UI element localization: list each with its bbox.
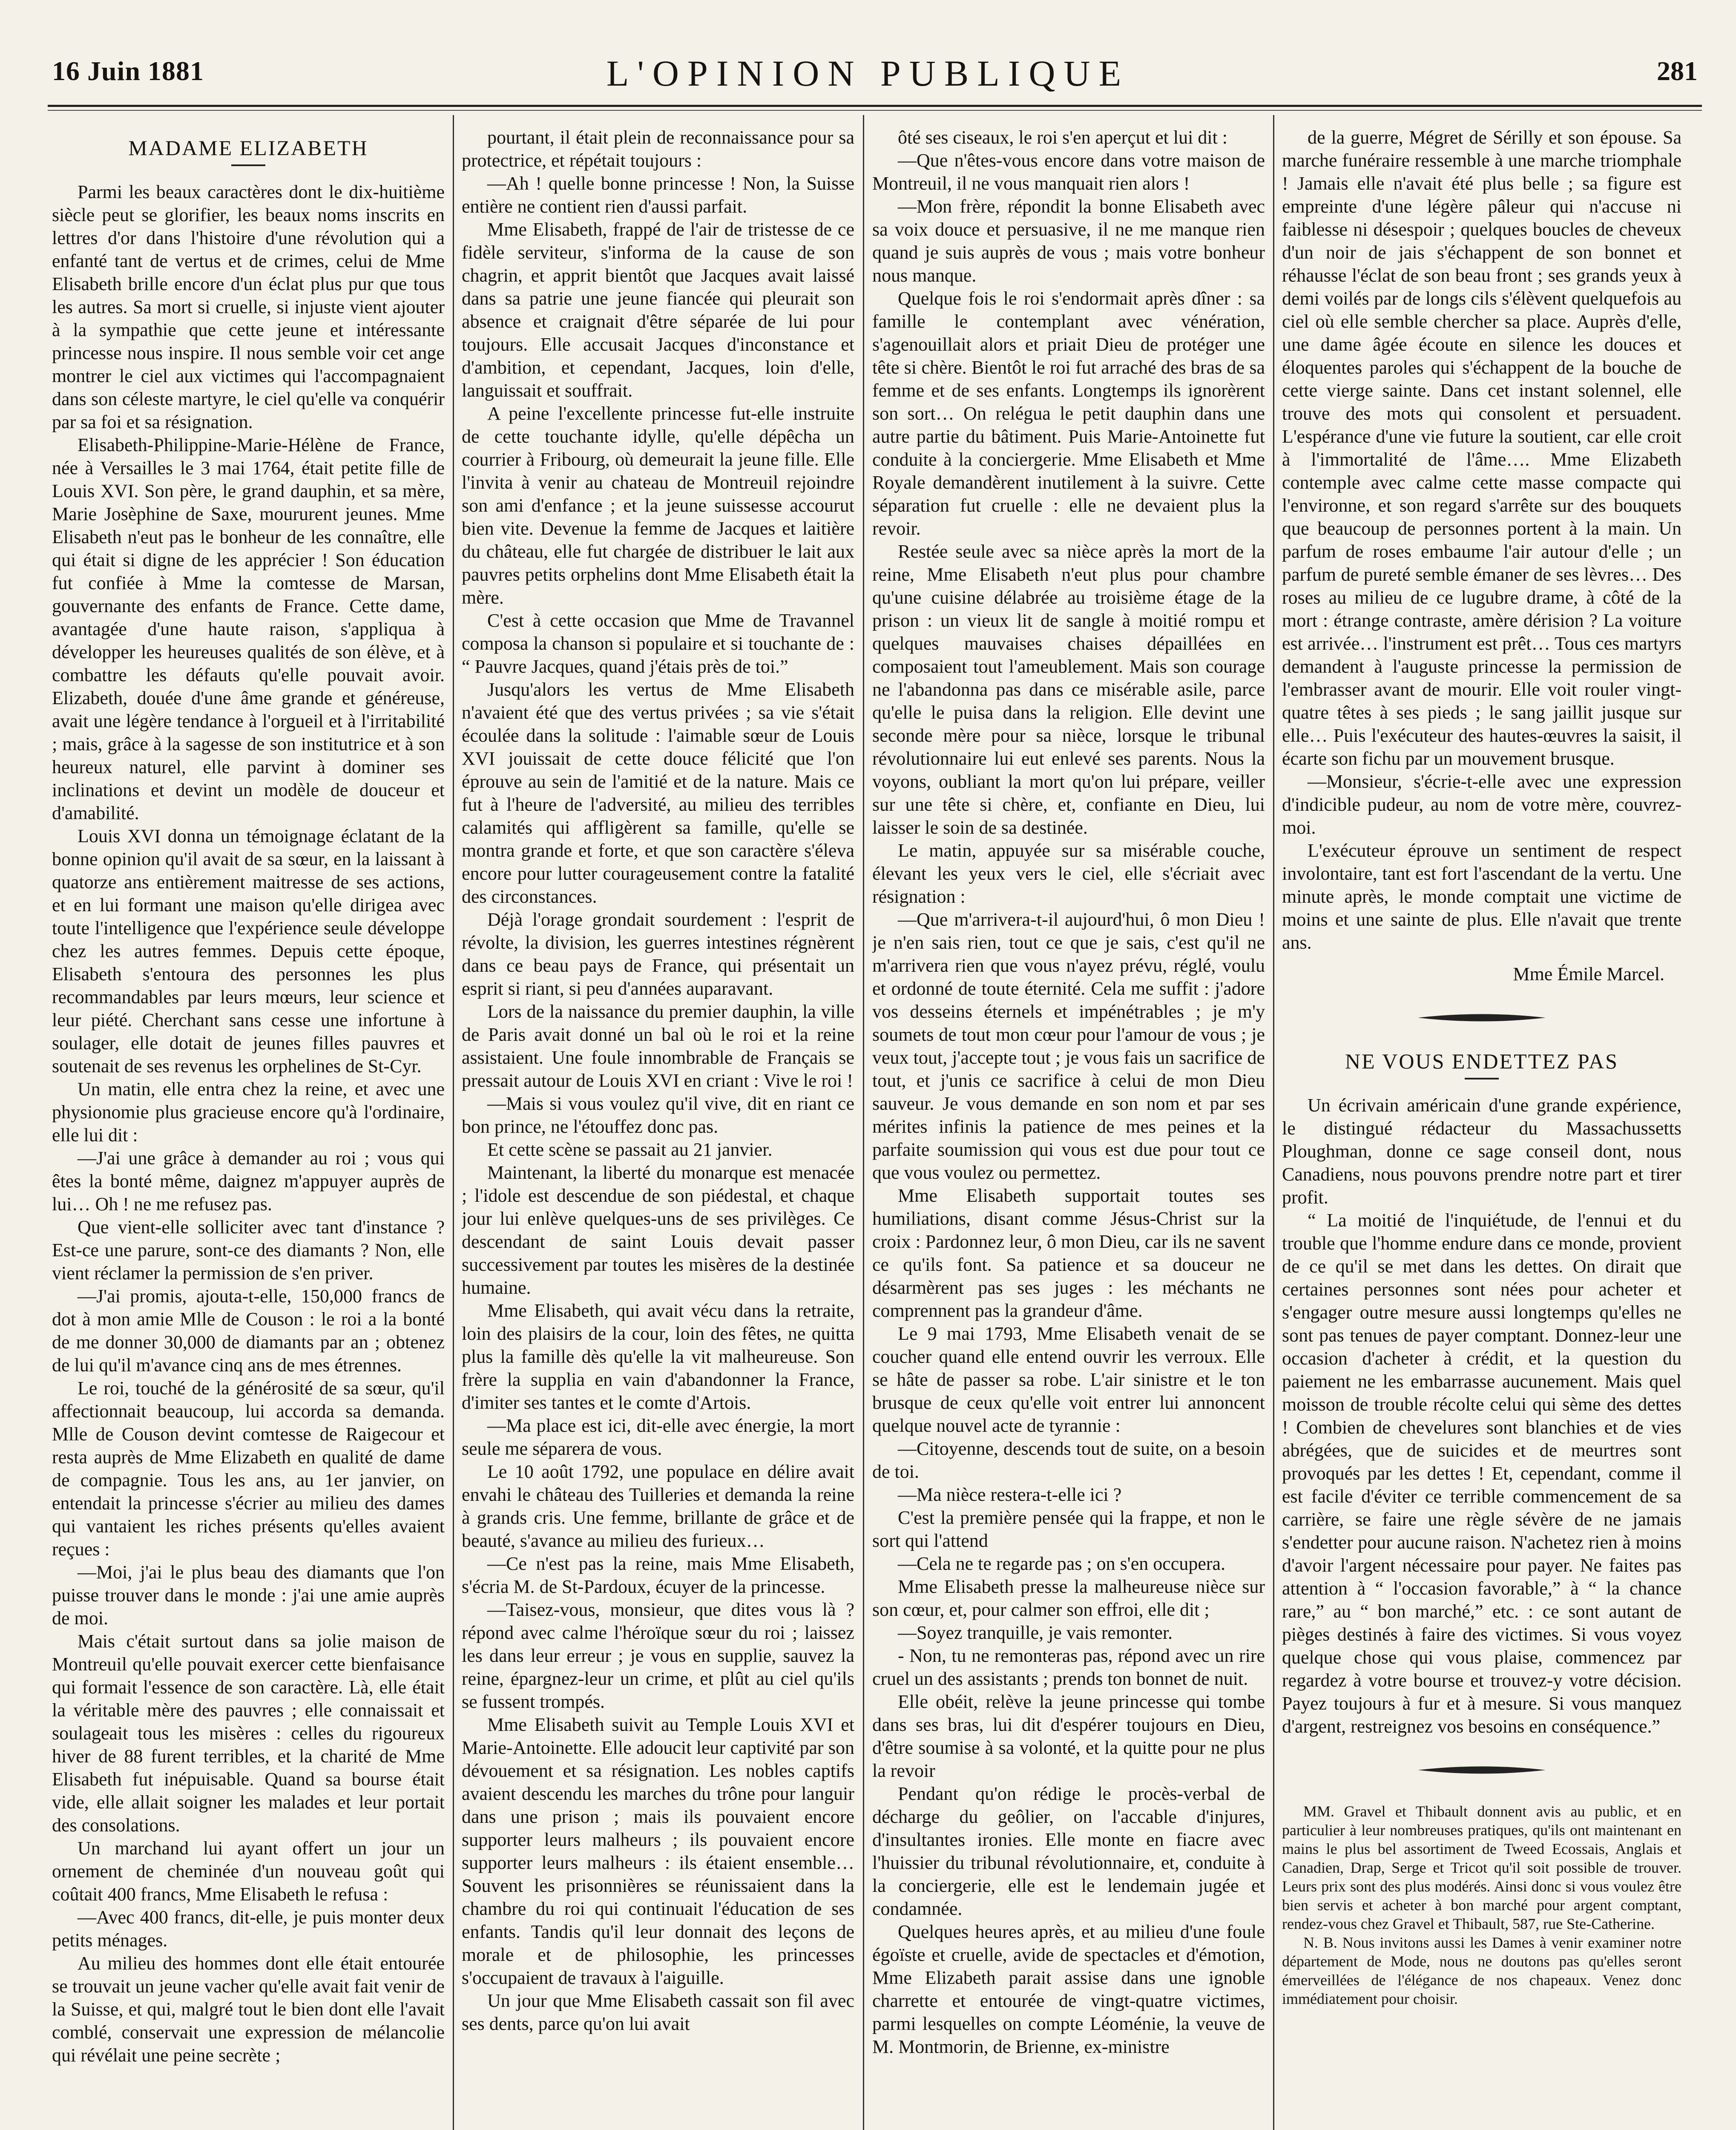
paragraph: - Non, tu ne remonteras pas, répond avec un rire cruel un des assistants ; prends ton bonnet de nuit. (872, 1645, 1265, 1689)
advertisement-notice (1282, 1802, 1681, 2008)
paragraph: Le matin, appuyée sur sa misérable couche, élevant les yeux vers le ciel, elle s'écriait avec résignation : (872, 840, 1265, 907)
column-2 (462, 126, 854, 2130)
paragraph: —Ma place est ici, dit-elle avec énergie, la mort seule me séparera de vous. (462, 1415, 854, 1459)
paragraph: —Taisez-vous, monsieur, que dites vous là ? répond avec calme l'héroïque sœur du roi ; laissez les dans leur erreur ; je vous en supplie, sauvez la reine, épargnez-leur un crime, et plût au ciel qu'ils se fussent trompés. (462, 1599, 854, 1712)
ornament-divider (1418, 1764, 1546, 1776)
paragraph: “ La moitié de l'inquiétude, de l'ennui et du trouble que l'homme endure dans ce monde, provient de ce qu'il se met dans les dettes. On dirait que certaines personnes sont nées pour acheter et s'engager outre mesure aussi longtemps qu'elles ne sont pas tenues de payer comptant. Donnez-leur une occasion d'acheter à crédit, et la question du paiement ne les embarrasse aucunement. Mais quel moisson de trouble récolte celui qui sème des dettes ! Combien de chevelures sont blanchies et de vies abrégées, que de suicides et de meurtres sont provoqués par les dettes ! Et, cependant, comme il est facile d'éviter ce terrible commencement de sa carrière, se faire une règle sévère de ne jamais s'endetter pour aucune raison. N'achetez rien à moins d'avoir l'argent nécessaire pour payer. Ne faites pas attention à “ l'occasion favorable,” à “ la chance rare,” au “ bon marché,” etc. : ce sont autant de pièges destinés à faire des victimes. Si vous voyez quelque chose qui vous plaise, commencez par regardez à votre bourse et trouvez-y votre décision. Payez toujours à fur et à mesure. Si vous manquez d'argent, restreignez vos besoins en conséquence.” (1282, 1210, 1681, 1737)
paragraph: —Ma nièce restera-t-elle ici ? (898, 1484, 1122, 1505)
paragraph: Un écrivain américain d'une grande expérience, le distingué rédacteur du Massachussetts Ploughman, donne ce sage conseil dont, nous Canadiens, nous pouvons prendre notre part et tirer profit. (1282, 1095, 1681, 1208)
paragraph: Parmi les beaux caractères dont le dix-huitième siècle peut se glorifier, les beaux noms inscrits en lettres d'or dans l'histoire d'une révolution qui a enfanté tant de vertus et de crimes, celui de Mme Elisabeth brille encore d'un éclat plus pur que tous les autres. Sa mort si cruelle, si injuste vient ajouter à la sympathie que cette jeune et intéressante princesse nous inspire. Il nous semble voir cet ange montrer le ciel aux victimes qui l'accompagnaient dans son céleste martyre, le ciel qu'elle va conquérir par sa foi et sa résignation. (52, 181, 445, 432)
paragraph: Mme Elisabeth, frappé de l'air de tristesse de ce fidèle serviteur, s'informa de la cause de son chagrin, et apprit bientôt que Jacques avait laissé dans sa patrie une jeune fiancée qui pleurait son absence et craignait d'être séparée de lui pour toujours. Elle accusait Jacques d'inconstance et d'ambition, et cependant, Jacques, loin d'elle, languissait et souffrait. (462, 219, 854, 401)
paragraph: Mme Elisabeth, qui avait vécu dans la retraite, loin des plaisirs de la cour, loin des fêtes, ne quitta plus la famille dès qu'elle la vit malheureuse. Son frère la supplia en vain d'abandonner la France, d'imiter ses tantes et le comte d'Artois. (462, 1300, 854, 1413)
paragraph: Le 9 mai 1793, Mme Elisabeth venait de se coucher quand elle entend ouvrir les verroux. Elle se hâte de passer sa robe. L'air sinistre et le ton brusque de ceux qu'elle voit entrer lui annoncent quelque nouvel acte de tyrannie : (872, 1323, 1265, 1436)
paragraph: Quelque fois le roi s'endormait après dîner : sa famille le contemplant avec vénération, s'agenouillait alors et priait Dieu de protéger une tête si chère. Bientôt le roi fut arraché des bras de sa femme et de ses enfants. Longtemps ils ignorèrent son sort… On relégua le petit dauphin dans une autre partie du bâtiment. Puis Marie-Antoinette fut conduite à la conciergerie. Mme Elisabeth et Mme Royale demandèrent inutilement à la suivre. Cette séparation fut cruelle : elle ne devaient plus la revoir. (872, 288, 1265, 539)
paragraph: ôté ses ciseaux, le roi s'en aperçut et lui dit : (898, 127, 1228, 148)
article-2-text (1282, 1094, 1681, 1738)
paragraph: Un jour que Mme Elisabeth cassait son fil avec ses dents, parce qu'on lui avait (462, 1990, 854, 2034)
paragraph: C'est à cette occasion que Mme de Travannel composa la chanson si populaire et si touchante de : “ Pauvre Jacques, quand j'étais près de toi.” (462, 610, 854, 677)
paragraph: —Que m'arrivera-t-il aujourd'hui, ô mon Dieu ! je n'en sais rien, tout ce que je sais, c'est qu'il ne m'arrivera rien que vous n'ayez prévu, réglé, voulu et ordonné de toute éternité. Cela me suffit : j'adore vos desseins éternels et impénétrables ; je m'y soumets de tout mon cœur pour l'amour de vous ; je veux tout, j'accepte tout ; je vous fais un sacrifice de tout, et j'unis ce sacrifice à celui de mon Dieu sauveur. Je vous demande en son nom et par ses mérites infinis la patience de mes peines et la parfaite soumission qui vous est due pour tout ce que vous voulez ou permettez. (872, 909, 1265, 1183)
paragraph: C'est la première pensée qui la frappe, et non le sort qui l'attend (872, 1507, 1265, 1551)
paragraph: Mme Elisabeth suivit au Temple Louis XVI et Marie-Antoinette. Elle adoucit leur captivité par son dévouement et sa résignation. Les nobles captifs avaient descendu les marches du trône pour languir dans une prison ; mais ils pouvaient encore supporter leurs malheurs ; ils pouvaient encore supporter leurs malheurs : ils étaient ensemble… Souvent les prisonnières se réunissaient dans la chambre du roi qui continuait l'éducation de ses enfants. Tandis qu'il leur donnait des leçons de morale et de philosophie, les princesses s'occupaient de travaux à l'aiguille. (462, 1714, 854, 1988)
issue-date: 16 Juin 1881 (52, 56, 204, 86)
paragraph: pourtant, il était plein de reconnaissance pour sa protectrice, et répétait toujours : (462, 127, 854, 171)
paragraph: —Citoyenne, descends tout de suite, on a besoin de toi. (872, 1438, 1265, 1482)
paragraph: —Ah ! quelle bonne princesse ! Non, la Suisse entière ne contient rien d'aussi parfait. (462, 173, 854, 217)
column-divider (453, 115, 454, 2130)
notice-paragraph: MM. Gravel et Thibault donnent avis au public, et en particulier à leur nombreuses pratiques, qu'ils ont maintenant en mains le plus bel assortiment de Tweed Ecossais, Anglais et Canadien, Drap, Serge et Tricot qu'il soit possible de trouver. Leurs prix sont des plus modérés. Ainsi donc si vous voulez être bien servis et acheter à bon marché pour argent comptant, rendez-vous chez Gravel et Thibault, 587, rue Ste-Catherine. (1282, 1803, 1681, 1932)
paragraph: Louis XVI donna un témoignage éclatant de la bonne opinion qu'il avait de sa sœur, en la laissant à quatorze ans entièrement maitresse de ses actions, et en lui formant une maison qu'elle dirigea avec toute l'intelligence que l'expérience seule développe chez les autres femmes. Depuis cette époque, Elisabeth s'entoura des personnes les plus recommandables par leurs mœurs, leur science et leur piété. Cherchant sans cesse une infortune à soulager, elle dotait de jeunes filles pauvres et soutenait de ses revenus les orphelines de St-Cyr. (52, 826, 445, 1077)
paragraph: Elle obéit, relève la jeune princesse qui tombe dans ses bras, lui dit d'espérer toujours en Dieu, d'être soumise à sa volonté, et la quitte pour ne plus la revoir (872, 1691, 1265, 1781)
paragraph: A peine l'excellente princesse fut-elle instruite de cette touchante idylle, qu'elle dépêcha un courrier à Fribourg, où demeurait la jeune fille. Elle l'invita à venir au chateau de Montreuil rejoindre son ami d'enfance ; et la jeune suissesse accourut bien vite. Devenue la femme de Jacques et laitière du château, elle fut chargée de distribuer le lait aux pauvres petits orphelins dont Mme Elisabeth était la mère. (462, 403, 854, 608)
column-1-text (52, 181, 445, 2067)
column-divider (863, 115, 864, 2130)
paragraph: —Ce n'est pas la reine, mais Mme Elisabeth, s'écria M. de St-Pardoux, écuyer de la princesse. (462, 1553, 854, 1597)
paragraph: Un matin, elle entra chez la reine, et avec une physionomie plus gracieuse encore qu'à l'ordinaire, elle lui dit : (52, 1079, 445, 1146)
paragraph: Pendant qu'on rédige le procès-verbal de décharge du geôlier, on l'accable d'injures, d'insultantes ironies. Elle monte en fiacre avec l'huissier du tribunal révolutionnaire, et, conduite à la conciergerie, elle est le lendemain jugée et condamnée. (872, 1783, 1265, 1919)
paragraph: L'exécuteur éprouve un sentiment de respect involontaire, tant est fort l'ascendant de la vertu. Une minute après, le monde comptait une victime de moins et une sainte de plus. Elle n'avait que trente ans. (1282, 840, 1681, 953)
notice-paragraph: N. B. Nous invitons aussi les Dames à venir examiner notre département de Mode, nous ne doutons pas qu'elles seront émerveillées de l'élégance de nos chapeaux. Venez donc immédiatement pour choisir. (1282, 1934, 1681, 2007)
paragraph: Elisabeth-Philippine-Marie-Hélène de France, née à Versailles le 3 mai 1764, était petite fille de Louis XVI. Son père, le grand dauphin, et sa mère, Marie Josèphine de Saxe, moururent jeunes. Mme Elisabeth n'eut pas le bonheur de les connaître, elle qui était si digne de les apprécier ! Son éducation fut confiée à Mme la comtesse de Marsan, gouvernante des enfants de France. Cette dame, avantagée d'une haute raison, s'appliqua à développer les heureuses qualités de son élève, et à combattre les défauts qu'elle pouvait avoir. Elizabeth, douée d'une âme grande et généreuse, avait une légère tendance à l'orgueil et à l'irritabilité ; mais, grâce à la sagesse de son institutrice et à son heureux naturel, elle parvint à dominer ses inclinations et devint un modèle de douceur et d'amabilité. (52, 435, 445, 823)
page-number: 281 (1657, 56, 1698, 86)
paragraph: Lors de la naissance du premier dauphin, la ville de Paris avait donné un bal où le roi et la reine assistaient. Une foule innombrable de Français se pressait autour de Louis XVI en criant : Vive le roi ! (462, 1001, 854, 1091)
paragraph: Et cette scène se passait au 21 janvier. (487, 1139, 773, 1160)
paragraph: Que vient-elle solliciter avec tant d'instance ? Est-ce une parure, sont-ce des diamants ? Non, elle vient réclamer la permission de s'en priver. (52, 1217, 445, 1284)
paragraph: Mme Elisabeth presse la malheureuse nièce sur son cœur, et, pour calmer son effroi, elle dit ; (872, 1576, 1265, 1620)
paragraph: Maintenant, la liberté du monarque est menacée ; l'idole est descendue de son piédestal, et chaque jour lui enlève quelques-uns de ses privilèges. Ce descendant de saint Louis devait passer successivement par toutes les misères de la destinée humaine. (462, 1162, 854, 1298)
column-1 (52, 126, 445, 2130)
paragraph: Le 10 août 1792, une populace en délire avait envahi le château des Tuilleries et demanda la reine à grands cris. Une femme, brillante de grâce et de beauté, s'avance au milieu des furieux… (462, 1461, 854, 1551)
ornament-divider (1418, 1011, 1546, 1024)
paragraph: —J'ai promis, ajouta-t-elle, 150,000 francs de dot à mon amie Mlle de Couson : le roi a la bonté de me donner 30,000 de diamants par an ; obtenez de lui qu'il m'avance cinq ans de mes étrennes. (52, 1286, 445, 1376)
paragraph: Quelques heures après, et au milieu d'une foule égoïste et cruelle, avide de spectacles et d'émotion, Mme Elizabeth parait assise dans une ignoble charrette et entourée de vingt-quatre victimes, parmi lesquelles on compte Léoménie, la veuve de M. Montmorin, de Brienne, ex-ministre (872, 1921, 1265, 2057)
header-rule (48, 105, 1702, 107)
paragraph: —Monsieur, s'écrie-t-elle avec une expression d'indicible pudeur, au nom de votre mère, couvrez-moi. (1282, 771, 1681, 838)
paragraph: —Mon frère, répondit la bonne Elisabeth avec sa voix douce et persuasive, il ne me manque rien quand je suis auprès de vous ; mais votre bonheur nous manque. (872, 196, 1265, 286)
column-3 (872, 126, 1265, 2130)
column-2-text (462, 126, 854, 2035)
column-4 (1282, 126, 1681, 2130)
paragraph: Un marchand lui ayant offert un jour un ornement de cheminée d'un nouveau goût qui coûtait 400 francs, Mme Elisabeth le refusa : (52, 1838, 445, 1905)
paragraph: —Cela ne te regarde pas ; on s'en occupera. (898, 1553, 1226, 1574)
paragraph: —Moi, j'ai le plus beau des diamants que l'on puisse trouver dans le monde : j'ai une amie auprès de moi. (52, 1562, 445, 1629)
paragraph: —Avec 400 francs, dit-elle, je puis monter deux petits ménages. (52, 1907, 445, 1951)
paragraph: Au milieu des hommes dont elle était entourée se trouvait un jeune vacher qu'elle avait fait venir de la Suisse, et qui, malgré tout le bien dont elle l'avait comblé, conservait une expression de mélancolie qui révélait une peine secrète ; (52, 1953, 445, 2066)
paragraph: Mme Elisabeth supportait toutes ses humiliations, disant comme Jésus-Christ sur la croix : Pardonnez leur, ô mon Dieu, car ils ne savent ce qu'ils font. Sa patience et sa douceur ne désarmèrent pas ses juges : les méchants ne comprennent pas la grandeur d'âme. (872, 1185, 1265, 1321)
title-rule (1465, 1078, 1499, 1079)
newspaper-title: L'OPINION PUBLIQUE (606, 53, 1130, 94)
paragraph: —Que n'êtes-vous encore dans votre maison de Montreuil, il ne vous manquait rien alors ! (872, 150, 1265, 194)
paragraph: Déjà l'orage grondait sourdement : l'esprit de révolte, la division, les guerres intestines régnèrent dans ce beau pays de France, qui présentait un esprit si riant, si peu d'années auparavant. (462, 909, 854, 999)
paragraph: —J'ai une grâce à demander au roi ; vous qui êtes la bonté même, daignez m'appuyer auprès de lui… Oh ! ne me refusez pas. (52, 1148, 445, 1215)
article-title-2: NE VOUS ENDETTEZ PAS (1345, 1049, 1618, 1073)
column-divider (1273, 115, 1274, 2130)
column-4-text (1282, 126, 1681, 954)
paragraph: —Mais si vous voulez qu'il vive, dit en riant ce bon prince, ne l'étouffez donc pas. (462, 1093, 854, 1137)
paragraph: Jusqu'alors les vertus de Mme Elisabeth n'avaient été que des vertus privées ; sa vie s'était écoulée dans la solitude : l'aimable sœur de Louis XVI jouissait de cette douce félicité que l'on éprouve au sein de l'amitié et de la nature. Mais ce fut à l'heure de l'adversité, au milieu des terribles calamités qui affligèrent sa famille, qu'elle se montra grande et forte, et que son caractère s'éleva encore pour lutter courageusement contre la fatalité des circonstances. (462, 679, 854, 907)
column-3-text (872, 126, 1265, 2058)
paragraph: Restée seule avec sa nièce après la mort de la reine, Mme Elisabeth n'eut plus pour chambre qu'une cuisine délabrée au troisième étage de la prison : un vieux lit de sangle à moitié rompu et quelques mauvaises chaises dépaillées en composaient tout l'ameublement. Mais son courage ne l'abandonna pas dans ce misérable asile, parce qu'elle le puisa dans la religion. Elle devint une seconde mère pour sa nièce, lorsque le tribunal révolutionnaire lui eut enlevé ses parents. Nous la voyons, oubliant la mort qu'on lui prépare, veiller sur une tête si chère, et, confiante en Dieu, lui laisser le soin de sa destinée. (872, 541, 1265, 838)
paragraph: Le roi, touché de la générosité de sa sœur, qu'il affectionnait beaucoup, lui accorda sa demanda. Mlle de Couson devint comtesse de Raigecour et resta auprès de Mme Elizabeth en qualité de dame de compagnie. Tous les ans, au 1er janvier, on entendait la princesse s'écrier au milieu des dames qui vantaient les riches présents qu'elles avaient reçues : (52, 1378, 445, 1560)
header-rule-thin (48, 110, 1702, 111)
paragraph: —Soyez tranquille, je vais remonter. (898, 1622, 1173, 1643)
article-signature: Mme Émile Marcel. (1513, 964, 1664, 984)
title-rule (231, 164, 265, 166)
paragraph: Mais c'était surtout dans sa jolie maison de Montreuil qu'elle pouvait exercer cette bienfaisance qui formait l'essence de son caractère. Là, elle était la véritable mère des pauvres ; elle connaissait et soulageait tous les misères : celles du rigoureux hiver de 88 furent terribles, et la charité de Mme Elisabeth fut inépuisable. Quand sa bourse était vide, elle allait soigner les malades et leur portait des consolations. (52, 1631, 445, 1836)
page-header (0, 0, 1736, 115)
paragraph: de la guerre, Mégret de Sérilly et son épouse. Sa marche funéraire ressemble à une marche triomphale ! Jamais elle n'avait été plus belle ; sa figure est empreinte d'une légère pâleur qui n'accuse ni faiblesse ni désespoir ; quelques boucles de cheveux d'un noir de jais s'échappent de son bonnet et réhausse l'éclat de son beau front ; ses grands yeux à demi voilés par de longs cils s'élèvent quelquefois au ciel où elle semble chercher sa place. Auprès d'elle, une dame âgée écoute en silence les douces et éloquentes paroles qui s'échappent de la bouche de cette vierge sainte. Dans cet instant solennel, elle trouve des mots qui consolent et persuadent. L'espérance d'une vie future la soutient, car elle croit à l'immortalité de l'âme…. Mme Elizabeth contemple avec calme cette masse compacte qui l'environne, et son regard s'arrête sur des bouquets que beaucoup de personnes portent à la main. Un parfum de roses embaume l'air autour d'elle ; un parfum de pureté semble émaner de ses lèvres… Des roses au milieu de ce lugubre drame, à côté de la mort : étrange contraste, amère dérision ? La voiture est arrivée… l'instrument est prêt… Tous ces martyrs demandent à l'auguste princesse la permission de l'embrasser avant de mourir. Elle voit rouler vingt-quatre têtes à ses pieds ; le sang jaillit jusque sur elle… Puis l'exécuteur des hautes-œuvres la saisit, il écarte son fichu par un mouvement brusque. (1282, 127, 1681, 769)
article-title: MADAME ELIZABETH (128, 136, 368, 160)
